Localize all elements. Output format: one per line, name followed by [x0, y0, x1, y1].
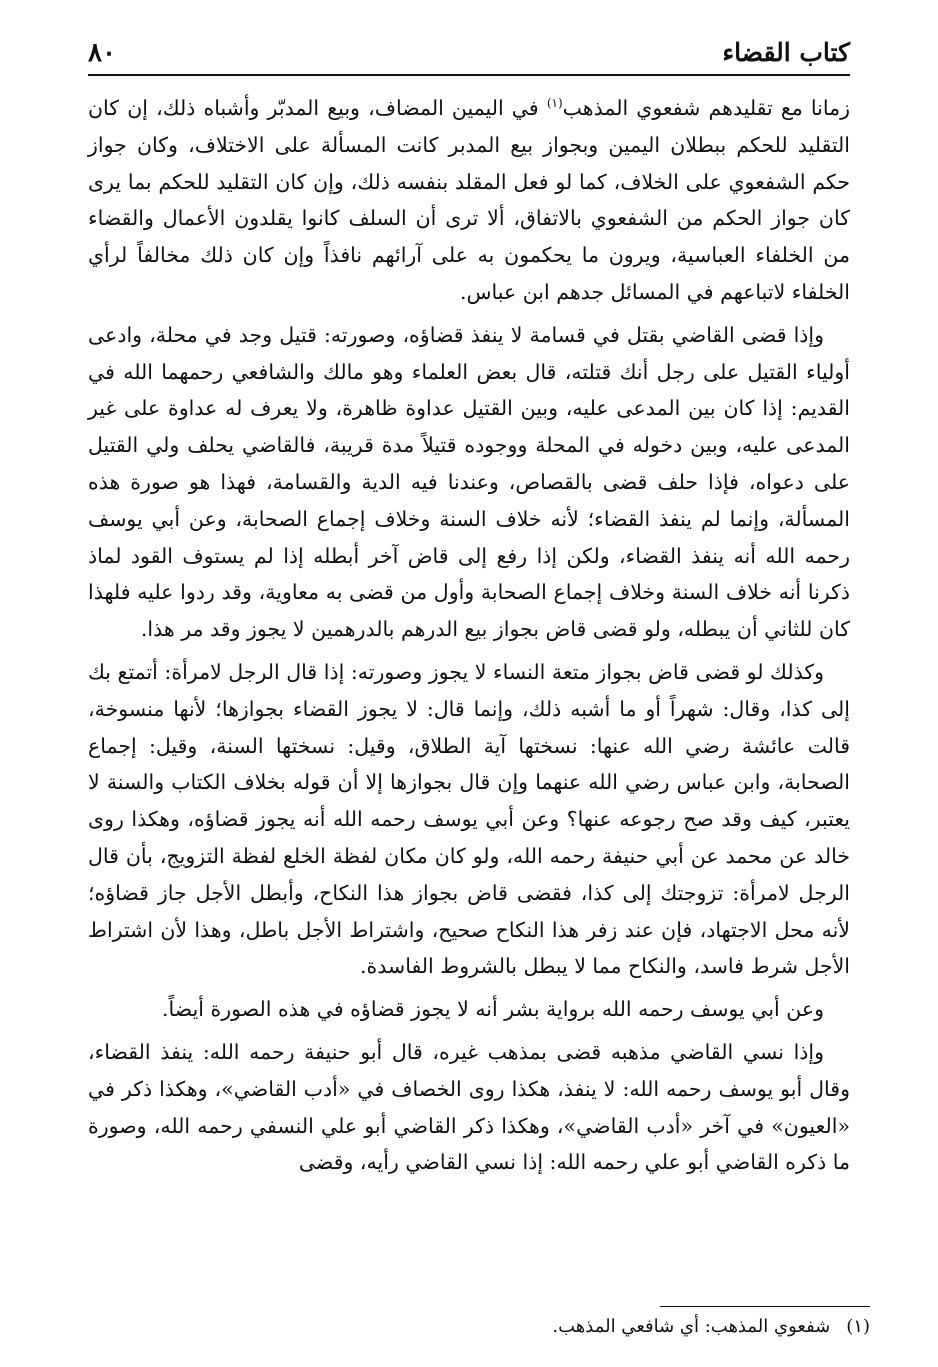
- header-rule: [88, 74, 850, 76]
- paragraph-1: [88, 90, 850, 311]
- paragraph-5: وإذا نسي القاضي مذهبه قضى بمذهب غيره، قال أبو حنيفة رحمه الله: ينفذ القضاء، وقال أبو يوسف رحمه الله: لا ينفذ، هكذا روى الخصاف في «أدب القاضي»، وهكذا ذكر في «العيون» في آخر «أدب القاضي»، وهكذا ذكر القاضي أبو علي النسفي رحمه الله، وصورة ما ذكره القاضي أبو علي رحمه الله: إذا نسي القاضي رأيه، وقضى: [88, 1039, 850, 1175]
- body-text: [88, 90, 850, 1187]
- chapter-title: كتاب القضاء: [722, 38, 850, 67]
- paragraph-1-text-after: في اليمين المضاف، وبيع المدبّر وأشباه ذلك، إن كان التقليد للحكم ببطلان اليمين وبجواز بيع المدبر كانت المسألة على الاختلاف، وكان جواز حكم الشفعوي على الخلاف، كما لو فعل المقلد بنفسه ذلك، وإن كان التقليد للحكم بما يرى كان جواز الحكم من الشفعوي بالاتفاق، ألا ترى أن السلف كانوا يقلدون الأعمال والقضاء من الخلفاء العباسية، ويرون ما يحكمون به على آرائهم نافذاً وإن كان ذلك مخالفاً لرأي الخلفاء لاتباعهم في المسائل جدهم ابن عباس.: [88, 96, 850, 304]
- running-header: [88, 34, 850, 74]
- footnote-number: (١): [846, 1316, 870, 1337]
- page-number: ٨٠: [88, 38, 116, 68]
- footnote-reference[interactable]: (١): [546, 96, 563, 111]
- paragraph-2: وإذا قضى القاضي بقتل في قسامة لا ينفذ قضاؤه، وصورته: قتيل وجد في محلة، وادعى أولياء القتيل على رجل أنك قتلته، قال بعض العلماء وهو مالك والشافعي رحمهما الله في القديم: إذا كان بين المدعى عليه، وبين القتيل عداوة ظاهرة، ولا يعرف له عداوة على غير المدعى عليه، وبين دخوله في المحلة ووجوده قتيلاً مدة قريبة، فالقاضي يحلف ولي القتيل على دعواه، فإذا حلف قضى بالقصاص، وعندنا فيه الدية والقسامة، فهذا هو صورة هذه المسألة، وإنما لم ينفذ القضاء؛ لأنه خلاف السنة وخلاف إجماع الصحابة، وعن أبي يوسف رحمه الله أنه ينفذ القضاء، ولكن إذا رفع إلى قاض آخر أبطله إذا لم يستوف القود لماذ ذكرنا أنه خلاف السنة وخلاف إجماع الصحابة وأول من قضى به معاوية، وقد ردوا عليه فلهذا كان للثاني أن يبطله، ولو قضى قاض بجواز بيع الدرهم بالدرهمين لا يجوز وقد مر هذا.: [88, 322, 850, 642]
- footnote-text: شفعوي المذهب: أي شافعي المذهب.: [552, 1316, 831, 1337]
- paragraph-4: وعن أبي يوسف رحمه الله برواية بشر أنه لا يجوز قضاؤه في هذه الصورة أيضاً.: [162, 997, 824, 1022]
- footnote: [88, 1312, 870, 1342]
- paragraph-3: وكذلك لو قضى قاض بجواز متعة النساء لا يجوز وصورته: إذا قال الرجل لامرأة: أتمتع بك إلى كذا، وقال: شهراً أو ما أشبه ذلك، وإنما قال: لا يجوز القضاء بجوازها؛ لأنها منسوخة، قالت عائشة رضي الله عنها: نسختها آية الطلاق، وقيل: نسختها السنة، وقيل: إجماع الصحابة، وابن عباس رضي الله عنهما وإن قال بجوازها إلا أن قوله بخلاف الكتاب والسنة لا يعتبر، كيف وقد صح رجوعه عنها؟ وعن أبي يوسف رحمه الله أنه يجوز قضاؤه، وهكذا روى خالد عن محمد عن أبي حنيفة رحمه الله، ولو كان مكان لفظة الخلع لفظة التزويج، بأن قال الرجل لامرأة: تزوجتك إلى كذا، فقضى قاض بجواز هذا النكاح، وأبطل الأجل جاز قضاؤه؛ لأنه محل الاجتهاد، فإن عند زفر هذا النكاح صحيح، واشتراط الأجل باطل، وهذا لأن اشتراط الأجل شرط فاسد، والنكاح مما لا يبطل بالشروط الفاسدة.: [88, 659, 850, 979]
- footnote-rule: [660, 1306, 870, 1307]
- paragraph-1-text-before: زمانا مع تقليدهم شفعوي المذهب: [562, 96, 850, 120]
